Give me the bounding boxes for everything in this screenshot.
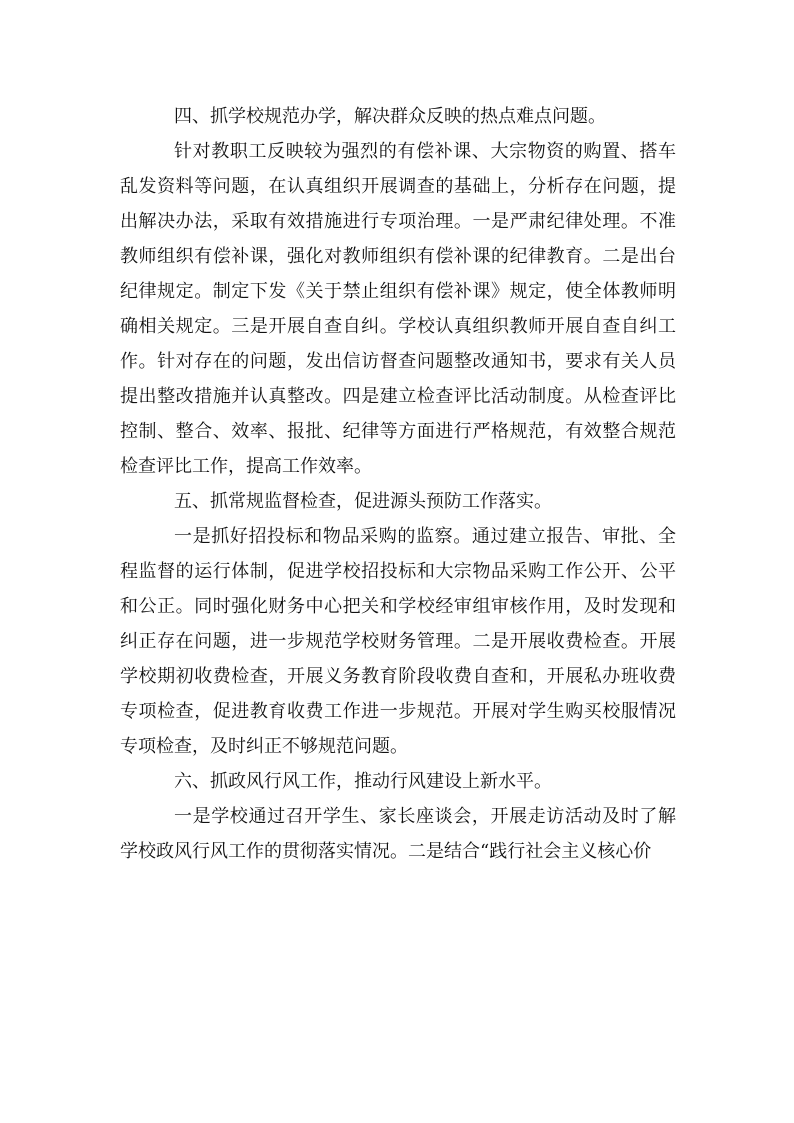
document-body <box>120 99 676 869</box>
section-heading-6: 六、抓政风行风工作，推动行风建设上新水平。 <box>174 771 552 792</box>
section-heading-4: 四、抓学校规范办学，解决群众反映的热点难点问题。 <box>174 106 606 127</box>
body-paragraph: 针对教职工反映较为强烈的有偿补课、大宗物资的购置、搭车乱发资料等问题，在认真组织开展调查的基础上，分析存在问题，提出解决办法，采取有效措施进行专项治理。一是严肃纪律处理。不准教师组织有偿补课，强化对教师组织有偿补课的纪律教育。二是出台纪律规定。制定下发《关于禁止组织有偿补课》规定，使全体教师明确相关规定。三是开展自查自纠。学校认真组织教师开展自查自纠工作。针对存在的问题，发出信访督查问题整改通知书，要求有关人员提出整改措施并认真整改。四是建立检查评比活动制度。从检查评比控制、整合、效率、报批、纪律等方面进行严格规范，有效整合规范检查评比工作，提高工作效率。 <box>120 141 676 477</box>
body-paragraph: 一是学校通过召开学生、家长座谈会，开展走访活动及时了解学校政风行风工作的贯彻落实情况。二是结合“践行社会主义核心价 <box>120 806 676 862</box>
section-heading-5: 五、抓常规监督检查，促进源头预防工作落实。 <box>174 491 552 512</box>
body-paragraph: 一是抓好招投标和物品采购的监察。通过建立报告、审批、全程监督的运行体制，促进学校招投标和大宗物品采购工作公开、公平和公正。同时强化财务中心把关和学校经审组审核作用，及时发现和纠正存在问题，进一步规范学校财务管理。二是开展收费检查。开展学校期初收费检查，开展义务教育阶段收费自查和，开展私办班收费专项检查，促进教育收费工作进一步规范。开展对学生购买校服情况专项检查，及时纠正不够规范问题。 <box>120 526 676 757</box>
